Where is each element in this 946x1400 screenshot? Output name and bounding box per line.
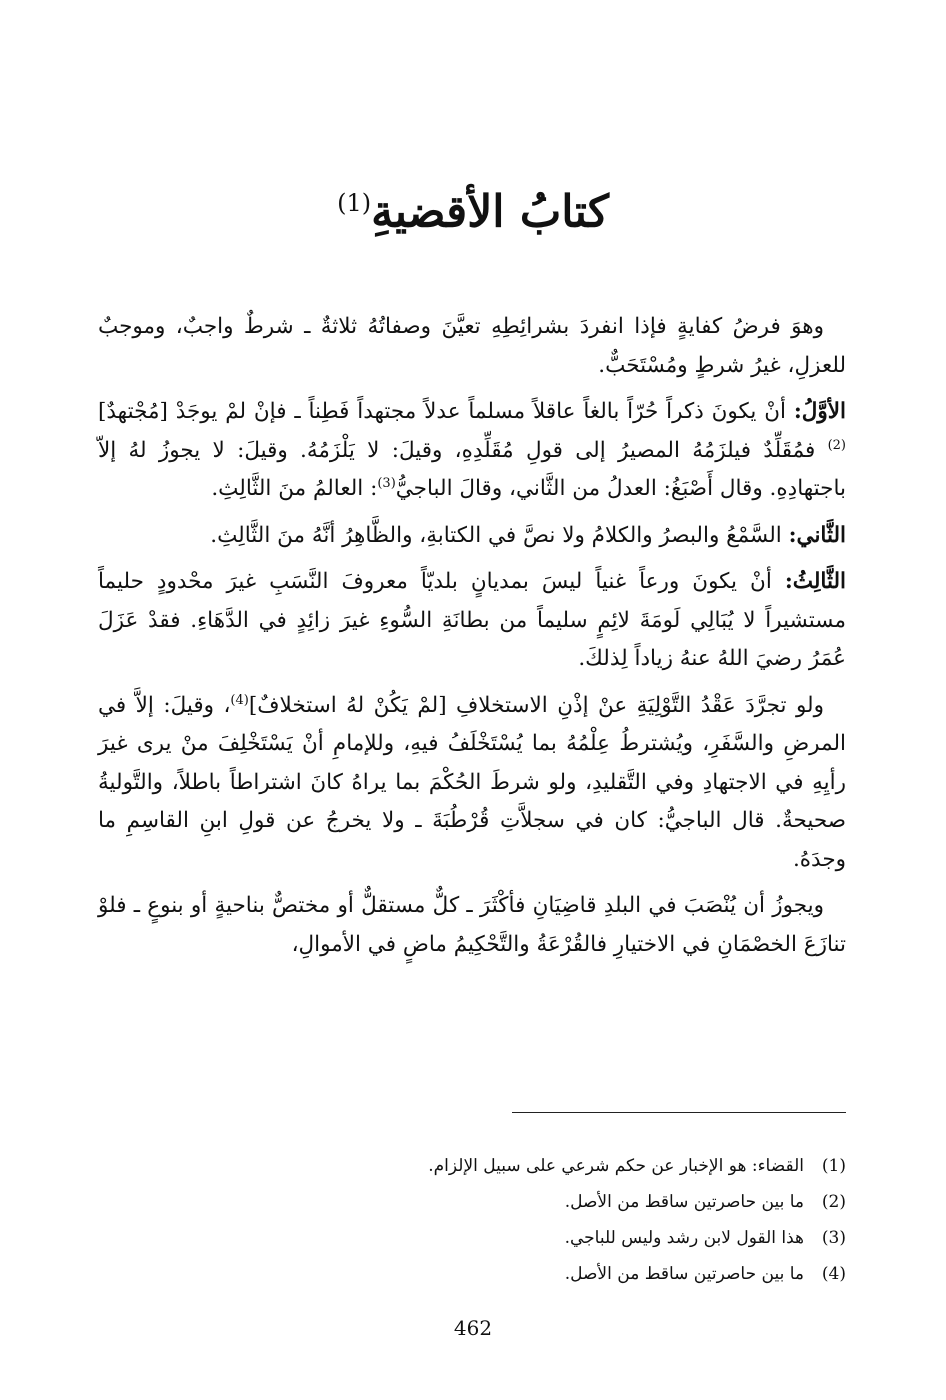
footnote-number: (4) [821, 1264, 846, 1284]
paragraph-intro-text: وهوَ فرضُ كفايةٍ فإذا انفردَ بشرائِطِهِ تعيَّنَ وصفاتُهُ ثلاثةٌ ـ شرطٌ واجبٌ، وموجبٌ للعزلِ، غيرُ شرطٍ ومُسْتَحَبٌّ. [98, 314, 846, 378]
paragraph-first-text-c: : العالمُ منَ الثَّالِثِ. [211, 476, 378, 501]
paragraph-delegation-text-b: ، وقيلَ: إلاَّ في المرضِ والسَّفَرِ، ويُشترطُ عِلْمُهُ بما يُسْتَخْلَفُ فيهِ، وللإمامِ أنْ يَسْتَخْلِفَ منْ يرى غيرَ رأيِهِ في الاجتهادِ وفي التَّقليدِ، ولو شرطَ الحُكْمَ بما يراهُ كانَ اشتراطاً باطلاً، والتَّوليةُ صحيحةٌ. قال الباجيُّ: كان في سجلاَّتِ قُرْطُبَةَ ـ ولا يخرجُ عن قولِ ابنِ القاسِمِ ما وجدَهُ. [98, 692, 846, 872]
section-heading-first: الأوَّلُ: [793, 399, 846, 424]
footnote-text: ما بين حاصرتين ساقط من الأصل. [564, 1264, 804, 1284]
title-footnote-ref: (1) [337, 189, 372, 217]
paragraph-second-condition [98, 517, 846, 556]
paragraph-first-text-b: فمُقَلِّدٌ فيلزَمُهُ المصيرُ إلى قولِ مُقَلِّدِهِ، وقيلَ: لا يَلْزَمُهُ. وقيلَ: لا يجوزُ لهُ إلاّ باجتهادِهِ. وقال أَصْبَغُ: العدلُ من الثَّاني، وقالَ الباجيُّ [98, 437, 846, 501]
chapter-title-text: كتابُ الأقضيةِ [371, 186, 609, 238]
footnote-item [98, 1148, 846, 1184]
paragraph-multiple-judges [98, 887, 846, 964]
footnote-divider [512, 1112, 846, 1113]
paragraph-multiple-judges-text: ويجوزُ أن يُنْصَبَ في البلدِ قاضِيَانِ فأكْثَرَ ـ كلٌّ مستقلٌّ أو مختصٌّ بناحيةٍ أو بنوعٍ ـ فلوْ تنازَعَ الخصْمَانِ في الاختيارِ فالقُرْعَةُ والتَّحْكِيمُ ماضٍ في الأموالِ، [98, 893, 846, 957]
paragraph-third-text: أنْ يكونَ ورعاً غنياً ليسَ بمديانٍ بلديّاً معروفَ النَّسَبِ غيرَ محْدودٍ حليماً مستشيراً لا يُبَالِي لَومَةَ لائِمٍ سليماً من بطانَةِ السُّوءِ غيرَ زائِدٍ في الدَّهَاءِ. فقدْ عَزَلَ عُمَرُ رضيَ اللهُ عنهُ زياداً لِذلكَ. [98, 569, 846, 671]
section-heading-third: الثَّالِثُ: [784, 569, 846, 594]
paragraph-third-condition [98, 563, 846, 679]
footnote-text: ما بين حاصرتين ساقط من الأصل. [564, 1192, 804, 1212]
chapter-title [0, 168, 946, 248]
footnote-text: هذا القول لابن رشد وليس للباجي. [564, 1228, 804, 1248]
paragraph-delegation [98, 687, 846, 880]
page-number: 462 [453, 1316, 493, 1340]
footnote-number: (1) [821, 1156, 846, 1176]
paragraph-intro [98, 308, 846, 385]
paragraph-second-text: السَّمْعُ والبصرُ والكلامُ ولا نصَّ في الكتابةِ، والظَّاهِرُ أنَّهُ منَ الثَّالِثِ. [210, 522, 789, 548]
footnote-item [98, 1220, 846, 1256]
paragraph-delegation-text-a: ولو تجرَّدَ عَقْدُ التَّوْلِيَةِ عنْ إذْنِ الاستخلافِ [لمْ يَكُنْ لهُ استخلافٌ] [248, 692, 824, 718]
footnote-number: (3) [821, 1228, 846, 1248]
footnote-number: (2) [821, 1192, 846, 1212]
section-heading-second: الثَّاني: [788, 522, 846, 548]
footnote-item [98, 1184, 846, 1220]
footnote-text: القضاء: هو الإخبار عن حكم شرعي على سبيل الإلزام. [428, 1156, 804, 1176]
footnote-item [98, 1256, 846, 1292]
paragraph-first-condition [98, 393, 846, 509]
footnote-ref-4: (4) [230, 692, 249, 708]
footnote-ref-3: (3) [377, 475, 396, 491]
footnote-ref-2: (2) [827, 437, 846, 453]
footnotes [98, 1148, 846, 1292]
main-text [98, 308, 846, 972]
paragraph-first-text-a: أنْ يكونَ ذكراً حُرّاً بالغاً عاقلاً مسلماً عدلاً مجتهداً فَطِناً ـ فإنْ لمْ يوجَدْ [مُجْتهدٌ] [98, 399, 794, 424]
